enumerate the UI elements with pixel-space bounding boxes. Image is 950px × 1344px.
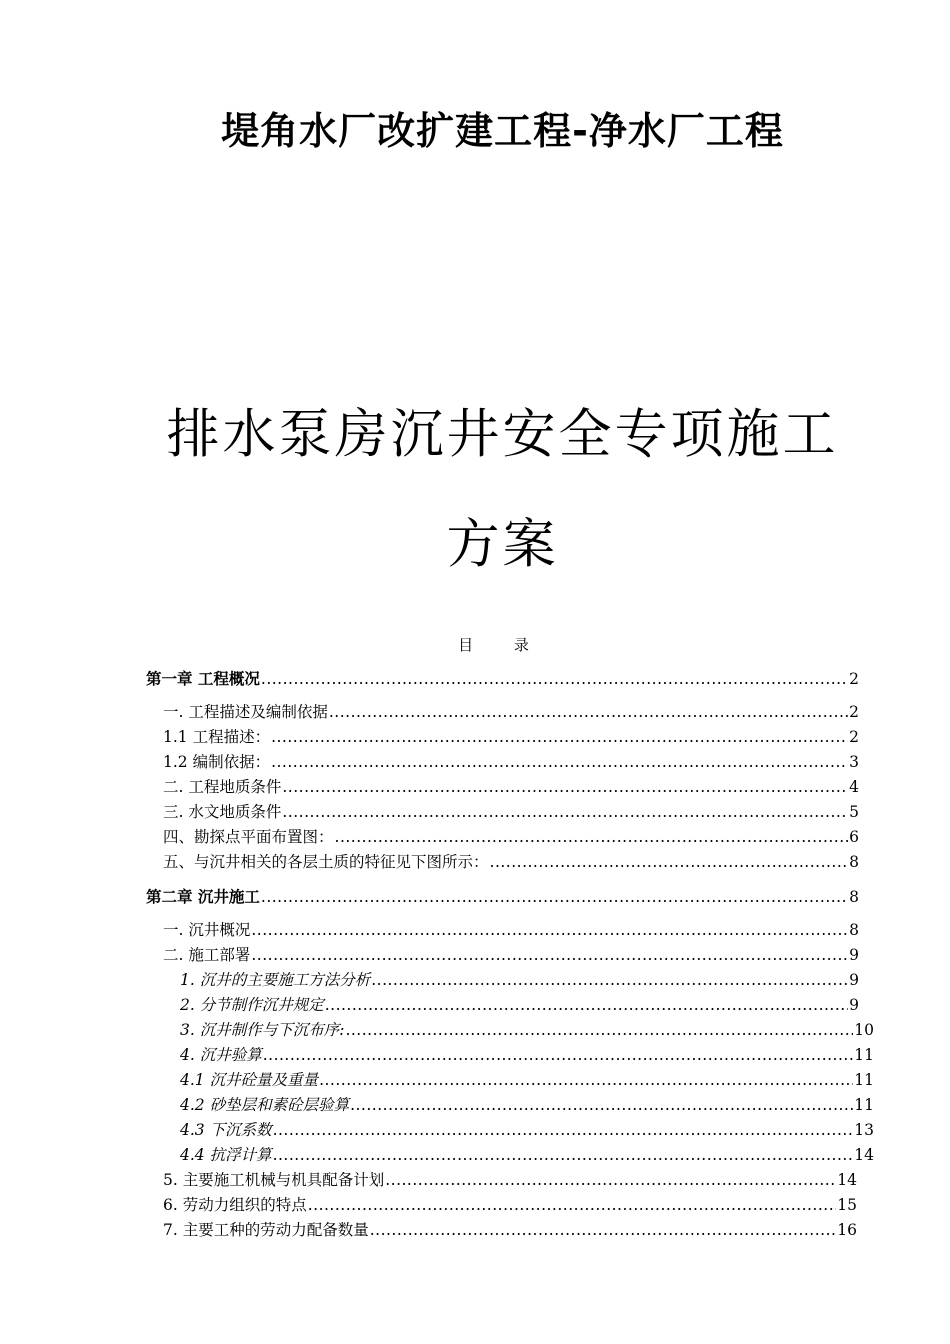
toc-entry[interactable] <box>146 725 859 750</box>
toc-dot-leader <box>282 775 848 800</box>
toc-entry-page-number: 14 <box>854 1146 874 1164</box>
toc-entry[interactable] <box>146 943 859 968</box>
toc-entry[interactable] <box>146 1068 874 1093</box>
document-title-line-2: 方案 <box>446 514 559 575</box>
toc-entry-page-number: 15 <box>837 1196 857 1214</box>
toc-entry-page-number: 4 <box>849 778 859 796</box>
document-title-line-1: 排水泵房沉井安全专项施工 <box>166 404 839 465</box>
toc-entry[interactable] <box>146 993 859 1018</box>
toc-entry-page-number: 2 <box>849 703 859 721</box>
toc-entry-label: 四、勘探点平面布置图： <box>163 828 334 846</box>
toc-dot-leader <box>319 1068 853 1093</box>
toc-entry[interactable] <box>146 1218 857 1243</box>
toc-entry-page-number: 11 <box>854 1046 874 1064</box>
toc-dot-leader <box>490 850 849 875</box>
toc-entry-label: 2. 分节制作沉井规定 <box>180 996 324 1014</box>
toc-entry[interactable] <box>146 825 859 850</box>
toc-entry-label: 二. 施工部署 <box>163 946 251 964</box>
toc-entry[interactable] <box>146 1093 874 1118</box>
toc-dot-leader <box>271 750 848 775</box>
toc-entry[interactable] <box>146 700 859 725</box>
toc-entry-label: 1.2 编制依据： <box>163 753 271 771</box>
toc-entry[interactable] <box>146 1043 874 1068</box>
toc-dot-leader <box>329 700 848 725</box>
toc-entry-label: 一. 沉井概况 <box>163 921 251 939</box>
toc-entry-page-number: 9 <box>849 971 859 989</box>
toc-entry-page-number: 8 <box>849 921 859 939</box>
toc-entry[interactable] <box>146 666 859 691</box>
toc-entry-label: 4.3 下沉系数 <box>180 1121 272 1139</box>
toc-entry[interactable] <box>146 918 859 943</box>
toc-entry[interactable] <box>146 1143 874 1168</box>
toc-entry[interactable] <box>146 1118 874 1143</box>
toc-entry-label: 3. 沉井制作与下沉布序: <box>180 1021 345 1039</box>
toc-entry-label: 五、与沉井相关的各层土质的特征见下图所示： <box>163 853 489 871</box>
toc-dot-leader <box>308 1193 837 1218</box>
toc-dot-leader <box>273 1143 854 1168</box>
toc-entry-label: 6. 劳动力组织的特点 <box>163 1196 307 1214</box>
toc-entry-page-number: 14 <box>837 1171 857 1189</box>
toc-entry-label: 4. 沉井验算 <box>180 1046 262 1064</box>
toc-entry[interactable] <box>146 750 859 775</box>
toc-entry-page-number: 8 <box>849 853 859 871</box>
toc-entry-page-number: 2 <box>849 670 859 688</box>
toc-entry[interactable] <box>146 1018 874 1043</box>
toc-entry-page-number: 8 <box>849 888 859 906</box>
toc-entry-page-number: 5 <box>849 803 859 821</box>
toc-dot-leader <box>282 800 848 825</box>
toc-entry-page-number: 11 <box>854 1096 874 1114</box>
toc-entry-page-number: 9 <box>849 996 859 1014</box>
toc-entry-page-number: 16 <box>837 1221 857 1239</box>
toc-entry-label: 一. 工程描述及编制依据 <box>163 703 328 721</box>
toc-entry-label: 二. 工程地质条件 <box>163 778 282 796</box>
toc-entry[interactable] <box>146 884 859 909</box>
toc-dot-leader <box>251 918 848 943</box>
toc-entry-page-number: 11 <box>854 1071 874 1089</box>
toc-entry-label: 第一章 工程概况 <box>146 669 260 688</box>
toc-entry-label: 4.2 砂垫层和素砼层验算 <box>180 1096 350 1114</box>
toc-dot-leader <box>385 1168 836 1193</box>
toc-entry-label: 4.4 抗浮计算 <box>180 1146 272 1164</box>
toc-dot-leader <box>251 943 848 968</box>
toc-entry-page-number: 6 <box>849 828 859 846</box>
toc-dot-leader <box>371 968 848 993</box>
toc-entry-label: 7. 主要工种的劳动力配备数量 <box>163 1221 369 1239</box>
toc-entry[interactable] <box>146 850 859 875</box>
toc-entry-page-number: 2 <box>849 728 859 746</box>
toc-entry[interactable] <box>146 775 859 800</box>
toc-entry-label: 1.1 工程描述： <box>163 728 271 746</box>
toc-dot-leader <box>261 885 848 910</box>
table-of-contents <box>146 666 874 1243</box>
toc-dot-leader <box>350 1093 853 1118</box>
toc-dot-leader <box>370 1218 837 1243</box>
toc-entry-label: 5. 主要施工机械与机具配备计划 <box>163 1171 385 1189</box>
toc-dot-leader <box>335 825 849 850</box>
toc-entry-label: 4.1 沉井砼量及重量 <box>180 1071 319 1089</box>
toc-dot-leader <box>273 1118 854 1143</box>
toc-entry-page-number: 9 <box>849 946 859 964</box>
toc-entry[interactable] <box>146 1168 857 1193</box>
toc-dot-leader <box>345 1018 853 1043</box>
toc-entry-label: 第二章 沉井施工 <box>146 887 260 906</box>
toc-entry-page-number: 10 <box>854 1021 874 1039</box>
toc-entry-page-number: 3 <box>849 753 859 771</box>
toc-entry-label: 三. 水文地质条件 <box>163 803 282 821</box>
toc-dot-leader <box>263 1043 854 1068</box>
project-title: 堤角水厂改扩建工程-净水厂工程 <box>221 109 784 153</box>
toc-dot-leader <box>325 993 848 1018</box>
toc-dot-leader <box>261 667 848 692</box>
toc-heading: 目 录 <box>458 636 547 654</box>
toc-entry-page-number: 13 <box>854 1121 874 1139</box>
toc-entry[interactable] <box>146 800 859 825</box>
toc-entry-label: 1. 沉井的主要施工方法分析 <box>180 971 371 989</box>
toc-dot-leader <box>271 725 848 750</box>
toc-entry[interactable] <box>146 968 859 993</box>
toc-entry[interactable] <box>146 1193 857 1218</box>
